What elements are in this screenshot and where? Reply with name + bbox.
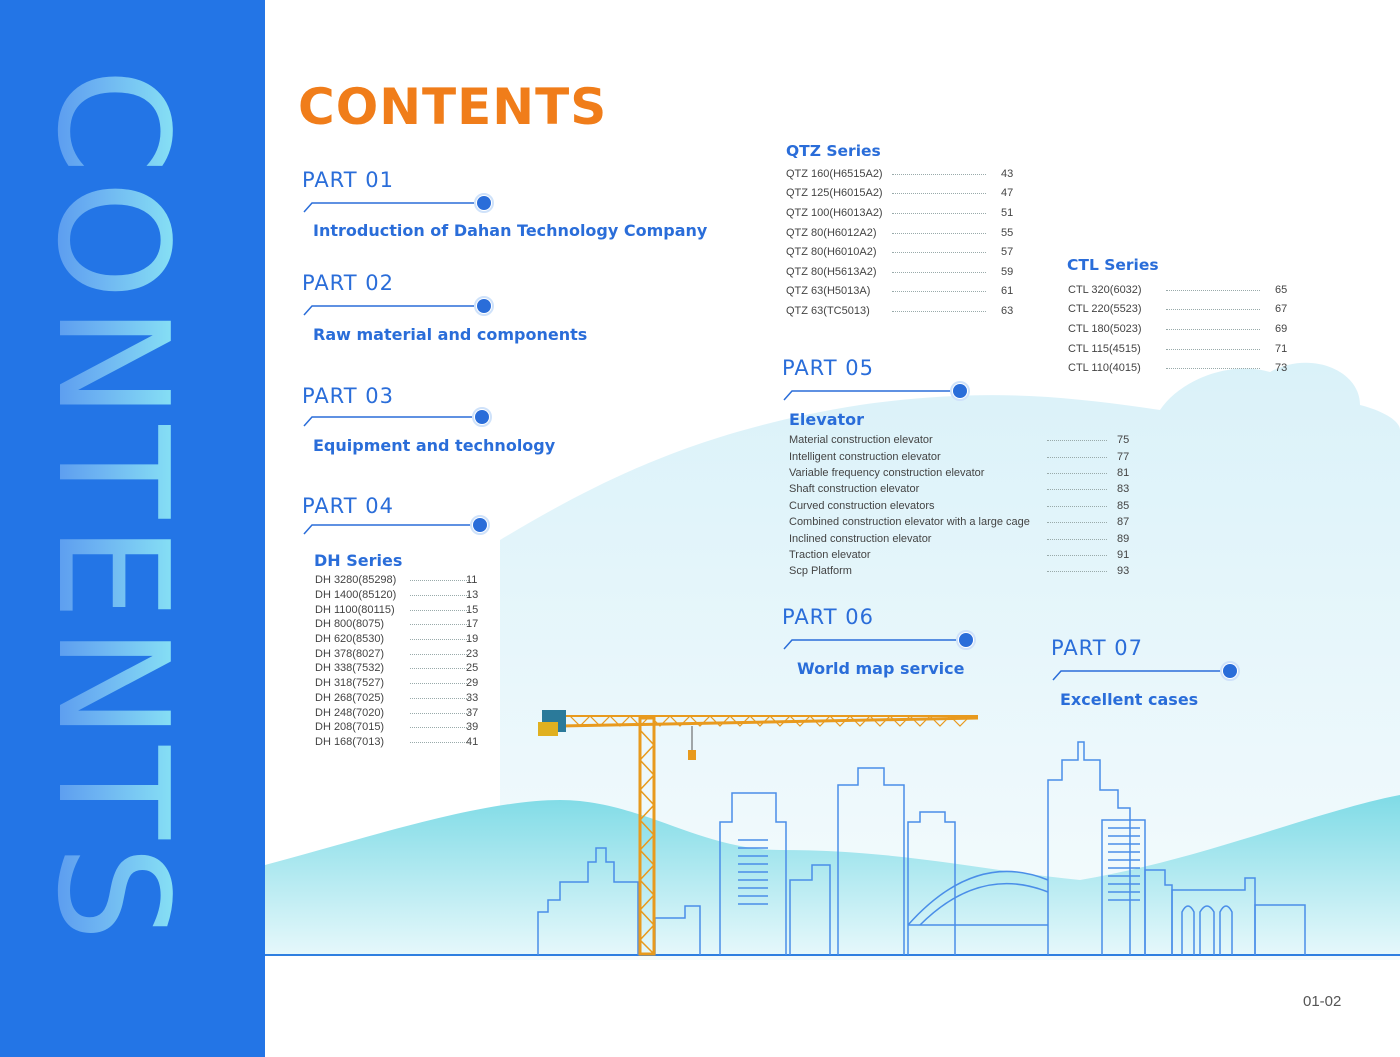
toc-entry[interactable] <box>315 720 485 735</box>
part-07-title[interactable]: Excellent cases <box>1060 690 1199 709</box>
toc-entry-page: 59 <box>1001 265 1014 278</box>
toc-entry-page: 71 <box>1275 342 1288 355</box>
toc-entry-page: 39 <box>466 721 479 734</box>
toc-entry-name: QTZ 63(H5013A) <box>786 285 871 298</box>
toc-entry-page: 81 <box>1117 466 1130 479</box>
toc-entry[interactable] <box>315 676 485 691</box>
part-06-title[interactable]: World map service <box>797 659 965 678</box>
dot-leader <box>410 654 469 655</box>
toc-entry-page: 89 <box>1117 532 1130 545</box>
toc-entry[interactable] <box>315 691 485 706</box>
toc-entry[interactable] <box>789 530 1139 546</box>
toc-entry-page: 93 <box>1117 565 1130 578</box>
toc-entry-name: DH 800(8075) <box>315 618 385 631</box>
toc-entry-page: 11 <box>466 574 478 587</box>
part-04-divider <box>303 514 498 536</box>
dot-leader <box>1166 309 1260 310</box>
toc-entry-name: QTZ 160(H6515A2) <box>786 167 883 180</box>
toc-entry[interactable] <box>789 432 1139 448</box>
sidebar-band <box>0 0 265 1057</box>
elevator-list <box>789 432 1139 580</box>
ctl-series-list <box>1068 280 1298 378</box>
toc-entry[interactable] <box>315 646 485 661</box>
toc-entry-name: QTZ 80(H5613A2) <box>786 265 877 278</box>
dot-leader <box>410 595 469 596</box>
toc-entry-page: 57 <box>1001 246 1014 259</box>
toc-entry-name: DH 3280(85298) <box>315 574 397 587</box>
toc-entry-name: CTL 220(5523) <box>1068 303 1142 316</box>
toc-entry-name: DH 208(7015) <box>315 721 385 734</box>
part-01-title[interactable]: Introduction of Dahan Technology Company <box>313 221 708 240</box>
toc-entry-page: 67 <box>1275 303 1288 316</box>
toc-entry-page: 13 <box>466 589 479 602</box>
page-number: 01-02 <box>1303 993 1342 1010</box>
dot-leader <box>1166 329 1260 330</box>
toc-entry-page: 69 <box>1275 322 1288 335</box>
toc-entry[interactable] <box>1068 319 1298 339</box>
toc-entry-page: 41 <box>466 735 479 748</box>
dot-leader <box>1047 539 1107 540</box>
toc-entry-page: 65 <box>1275 283 1288 296</box>
toc-entry-name: DH 1100(80115) <box>315 603 395 616</box>
toc-entry-name: Intelligent construction elevator <box>789 450 941 463</box>
dot-leader <box>892 272 986 273</box>
toc-entry-page: 61 <box>1001 285 1014 298</box>
toc-entry[interactable] <box>315 573 485 588</box>
toc-entry-page: 77 <box>1117 450 1130 463</box>
part-03-label: PART 03 <box>302 384 394 408</box>
toc-entry-page: 29 <box>466 677 479 690</box>
svg-text:CONTENTS: CONTENTS <box>24 68 201 948</box>
dot-leader <box>410 639 469 640</box>
part-02-divider <box>303 295 498 317</box>
dot-leader <box>1047 555 1107 556</box>
part-06-label: PART 06 <box>782 605 874 629</box>
dot-leader <box>1166 290 1260 291</box>
toc-entry-page: 91 <box>1117 548 1130 561</box>
dot-leader <box>1047 571 1107 572</box>
toc-entry[interactable] <box>789 465 1139 481</box>
toc-entry[interactable] <box>786 164 1026 184</box>
part-05-title[interactable]: Elevator <box>789 410 865 429</box>
toc-entry[interactable] <box>789 547 1139 563</box>
toc-entry-name: CTL 115(4515) <box>1068 342 1141 355</box>
toc-entry-name: DH 248(7020) <box>315 706 385 719</box>
dot-leader <box>892 291 986 292</box>
toc-entry-page: 73 <box>1275 362 1288 375</box>
toc-entry-page: 47 <box>1001 187 1014 200</box>
dot-leader <box>1047 489 1107 490</box>
toc-entry-name: DH 620(8530) <box>315 633 385 646</box>
page-title: CONTENTS <box>298 78 608 136</box>
toc-entry-page: 37 <box>466 706 479 719</box>
dot-leader <box>410 624 469 625</box>
toc-entry[interactable] <box>789 481 1139 497</box>
dh-series-list <box>315 573 485 749</box>
qtz-series-title[interactable]: QTZ Series <box>786 142 881 160</box>
part-03-title[interactable]: Equipment and technology <box>313 436 556 455</box>
part-07-label: PART 07 <box>1051 636 1143 660</box>
dot-leader <box>892 252 986 253</box>
dot-leader <box>410 698 469 699</box>
dot-leader <box>1047 473 1107 474</box>
dot-leader <box>410 683 469 684</box>
vertical-title <box>20 60 240 960</box>
dot-leader <box>1166 368 1260 369</box>
toc-entry[interactable] <box>786 282 1026 302</box>
toc-entry-name: QTZ 63(TC5013) <box>786 304 870 317</box>
toc-entry-name: Material construction elevator <box>789 434 933 447</box>
dot-leader <box>1047 522 1107 523</box>
toc-entry[interactable] <box>1068 280 1298 300</box>
dot-leader <box>410 580 469 581</box>
dot-leader <box>410 668 469 669</box>
toc-entry[interactable] <box>786 301 1026 321</box>
toc-entry[interactable] <box>786 203 1026 223</box>
toc-entry-name: DH 338(7532) <box>315 662 385 675</box>
toc-entry-name: CTL 110(4015) <box>1068 362 1141 375</box>
part-02-label: PART 02 <box>302 271 394 295</box>
dot-leader <box>1047 440 1107 441</box>
dot-leader <box>410 713 469 714</box>
toc-entry-name: Scp Platform <box>789 565 852 578</box>
toc-entry-name: Combined construction elevator with a large cage <box>789 516 1030 529</box>
toc-entry[interactable] <box>786 242 1026 262</box>
toc-entry[interactable] <box>1068 300 1298 320</box>
toc-entry-page: 85 <box>1117 499 1130 512</box>
toc-entry-page: 51 <box>1001 206 1014 219</box>
toc-entry-page: 19 <box>466 633 479 646</box>
part-01-label: PART 01 <box>302 168 394 192</box>
toc-entry[interactable] <box>1068 358 1298 378</box>
dot-leader <box>1047 506 1107 507</box>
part-02-title[interactable]: Raw material and components <box>313 325 588 344</box>
toc-entry-name: DH 1400(85120) <box>315 589 397 602</box>
part-03-divider <box>303 406 498 428</box>
toc-entry-page: 63 <box>1001 304 1014 317</box>
toc-entry-page: 33 <box>466 691 479 704</box>
toc-entry-name: CTL 180(5023) <box>1068 322 1142 335</box>
dot-leader <box>1047 457 1107 458</box>
toc-entry[interactable] <box>789 498 1139 514</box>
toc-entry-name: QTZ 80(H6012A2) <box>786 226 877 239</box>
toc-entry[interactable] <box>315 735 485 750</box>
qtz-series-list <box>786 164 1026 321</box>
dot-leader <box>892 213 986 214</box>
dot-leader <box>892 193 986 194</box>
dot-leader <box>892 174 986 175</box>
toc-entry[interactable] <box>315 661 485 676</box>
toc-entry[interactable] <box>786 262 1026 282</box>
toc-entry-name: Traction elevator <box>789 548 871 561</box>
part-07-divider <box>1052 660 1247 682</box>
toc-entry[interactable] <box>786 184 1026 204</box>
toc-entry-name: QTZ 80(H6010A2) <box>786 246 877 259</box>
toc-entry-name: QTZ 125(H6015A2) <box>786 187 883 200</box>
toc-entry-name: Curved construction elevators <box>789 499 935 512</box>
toc-entry-page: 83 <box>1117 483 1130 496</box>
toc-entry[interactable] <box>315 705 485 720</box>
toc-entry[interactable] <box>315 617 485 632</box>
dot-leader <box>892 233 986 234</box>
part-05-label: PART 05 <box>782 356 874 380</box>
toc-entry-page: 87 <box>1117 516 1130 529</box>
toc-entry[interactable] <box>789 563 1139 579</box>
toc-entry-page: 55 <box>1001 226 1014 239</box>
dot-leader <box>410 727 469 728</box>
dh-series-title[interactable]: DH Series <box>314 551 403 570</box>
part-04-label: PART 04 <box>302 494 394 518</box>
toc-entry-name: CTL 320(6032) <box>1068 283 1142 296</box>
dot-leader <box>892 311 986 312</box>
dot-leader <box>410 610 469 611</box>
toc-entry-name: DH 378(8027) <box>315 647 385 660</box>
toc-entry-page: 25 <box>466 662 479 675</box>
toc-entry[interactable] <box>1068 339 1298 359</box>
part-01-divider <box>303 192 498 214</box>
toc-entry[interactable] <box>315 588 485 603</box>
toc-entry-page: 23 <box>466 647 479 660</box>
part-05-divider <box>783 380 978 402</box>
dot-leader <box>1166 349 1260 350</box>
toc-entry[interactable] <box>315 602 485 617</box>
toc-entry-name: DH 268(7025) <box>315 691 385 704</box>
toc-entry-page: 43 <box>1001 167 1014 180</box>
dot-leader <box>410 742 469 743</box>
toc-entry-name: QTZ 100(H6013A2) <box>786 206 883 219</box>
toc-entry-page: 75 <box>1117 434 1130 447</box>
part-06-divider <box>783 629 978 651</box>
toc-entry-name: Shaft construction elevator <box>789 483 920 496</box>
toc-entry[interactable] <box>315 632 485 647</box>
toc-entry-page: 17 <box>466 618 479 631</box>
toc-entry-page: 15 <box>466 603 479 616</box>
toc-entry-name: DH 318(7527) <box>315 677 385 690</box>
toc-entry-name: DH 168(7013) <box>315 735 385 748</box>
toc-entry-name: Inclined construction elevator <box>789 532 932 545</box>
toc-entry-name: Variable frequency construction elevator <box>789 466 985 479</box>
ctl-series-title[interactable]: CTL Series <box>1067 256 1159 274</box>
toc-entry[interactable] <box>786 223 1026 243</box>
toc-entry[interactable] <box>789 514 1139 530</box>
toc-entry[interactable] <box>789 448 1139 464</box>
